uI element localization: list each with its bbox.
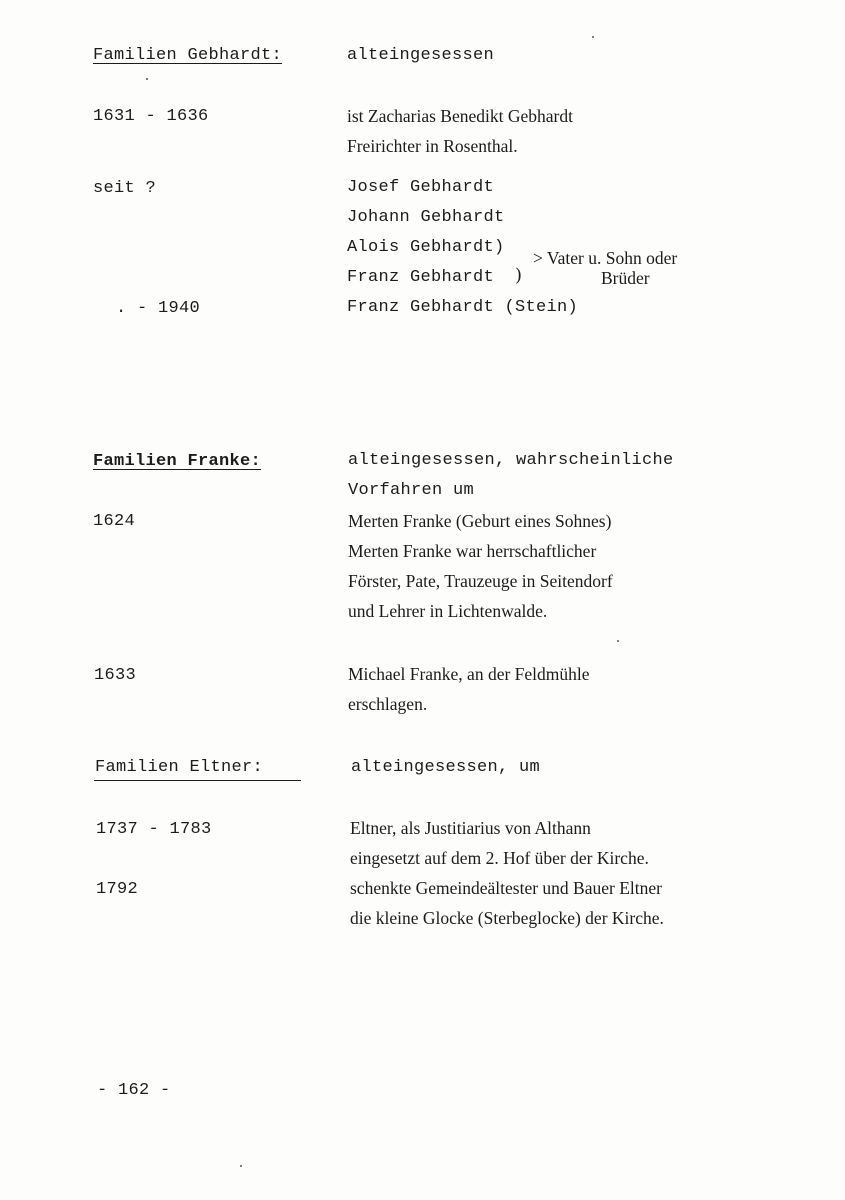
text-gebhardt-2b: Johann Gebhardt <box>347 208 505 227</box>
status-eltner: alteingesessen, um <box>351 758 541 777</box>
date-gebhardt-2: seit ? <box>93 179 157 198</box>
heading-eltner: Familien Eltner: <box>95 758 264 777</box>
text-franke-1b: Merten Franke war herrschaftlicher <box>348 541 597 561</box>
scan-speck <box>146 78 148 80</box>
bracket-mark: ) <box>515 265 523 286</box>
note-brueder: Brüder <box>601 268 650 288</box>
page-number: - 162 - <box>97 1081 171 1100</box>
heading-eltner-underline <box>94 780 301 781</box>
text-gebhardt-3: Franz Gebhardt (Stein) <box>347 298 579 317</box>
date-franke-1: 1624 <box>93 512 136 531</box>
scan-speck <box>592 36 594 38</box>
text-gebhardt-1a: ist Zacharias Benedikt Gebhardt <box>347 106 573 126</box>
text-gebhardt-2c: Alois Gebhardt) <box>347 238 505 257</box>
text-franke-1d: und Lehrer in Lichtenwalde. <box>348 601 548 621</box>
date-gebhardt-3: . - 1940 <box>116 299 201 318</box>
text-eltner-1a: Eltner, als Justitiarius von Althann <box>350 818 591 838</box>
date-eltner-1: 1737 - 1783 <box>96 820 212 839</box>
text-gebhardt-2d: Franz Gebhardt <box>347 268 495 287</box>
text-franke-1c: Förster, Pate, Trauzeuge in Seitendorf <box>348 571 613 591</box>
scan-speck <box>617 640 619 642</box>
heading-gebhardt: Familien Gebhardt: <box>93 46 283 65</box>
text-eltner-2b: die kleine Glocke (Sterbeglocke) der Kirche. <box>350 908 664 928</box>
note-vater-sohn: > Vater u. Sohn oder <box>533 248 678 268</box>
scan-speck <box>240 1165 242 1167</box>
text-franke-2a: Michael Franke, an der Feldmühle <box>348 664 590 684</box>
text-gebhardt-1b: Freirichter in Rosenthal. <box>347 136 518 156</box>
heading-franke: Familien Franke: <box>93 452 262 471</box>
text-franke-1a: Merten Franke (Geburt eines Sohnes) <box>348 511 612 531</box>
text-franke-2b: erschlagen. <box>348 694 428 714</box>
text-eltner-1b: eingesetzt auf dem 2. Hof über der Kirche. <box>350 848 649 868</box>
status-gebhardt: alteingesessen <box>347 46 495 65</box>
status-franke-1: alteingesessen, wahrscheinliche <box>348 451 674 470</box>
text-gebhardt-2a: Josef Gebhardt <box>347 178 495 197</box>
date-franke-2: 1633 <box>94 666 137 685</box>
status-franke-2: Vorfahren um <box>348 481 475 500</box>
date-gebhardt-1: 1631 - 1636 <box>93 107 209 126</box>
date-eltner-2: 1792 <box>96 880 139 899</box>
text-eltner-2a: schenkte Gemeindeältester und Bauer Eltner <box>350 878 662 898</box>
